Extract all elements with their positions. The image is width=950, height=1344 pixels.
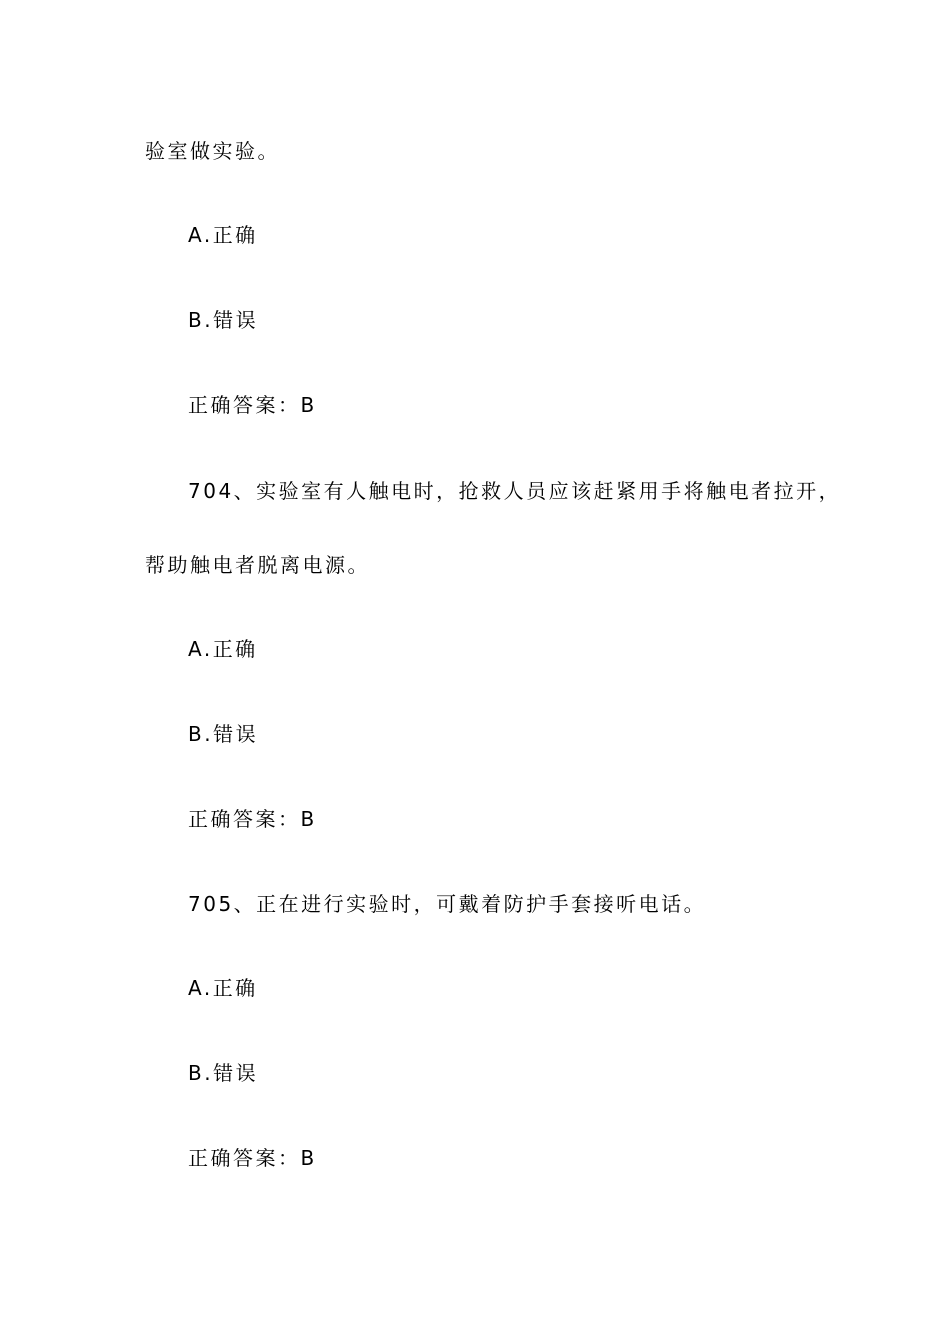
question-705-line-1: 705、正在进行实验时，可戴着防护手套接听电话。 — [188, 892, 707, 916]
correct-answer: 正确答案：B — [188, 393, 317, 417]
option-b: B.错误 — [188, 308, 259, 332]
option-a: A.正确 — [188, 976, 258, 1000]
correct-answer: 正确答案：B — [188, 807, 317, 831]
option-b: B.错误 — [188, 722, 259, 746]
correct-answer: 正确答案：B — [188, 1146, 317, 1170]
question-continuation-text: 验室做实验。 — [145, 139, 280, 163]
question-704-line-1: 704、实验室有人触电时，抢救人员应该赶紧用手将触电者拉开， — [188, 479, 842, 503]
option-a: A.正确 — [188, 223, 258, 247]
question-704-line-2: 帮助触电者脱离电源。 — [145, 553, 370, 577]
option-a: A.正确 — [188, 637, 258, 661]
option-b: B.错误 — [188, 1061, 259, 1085]
